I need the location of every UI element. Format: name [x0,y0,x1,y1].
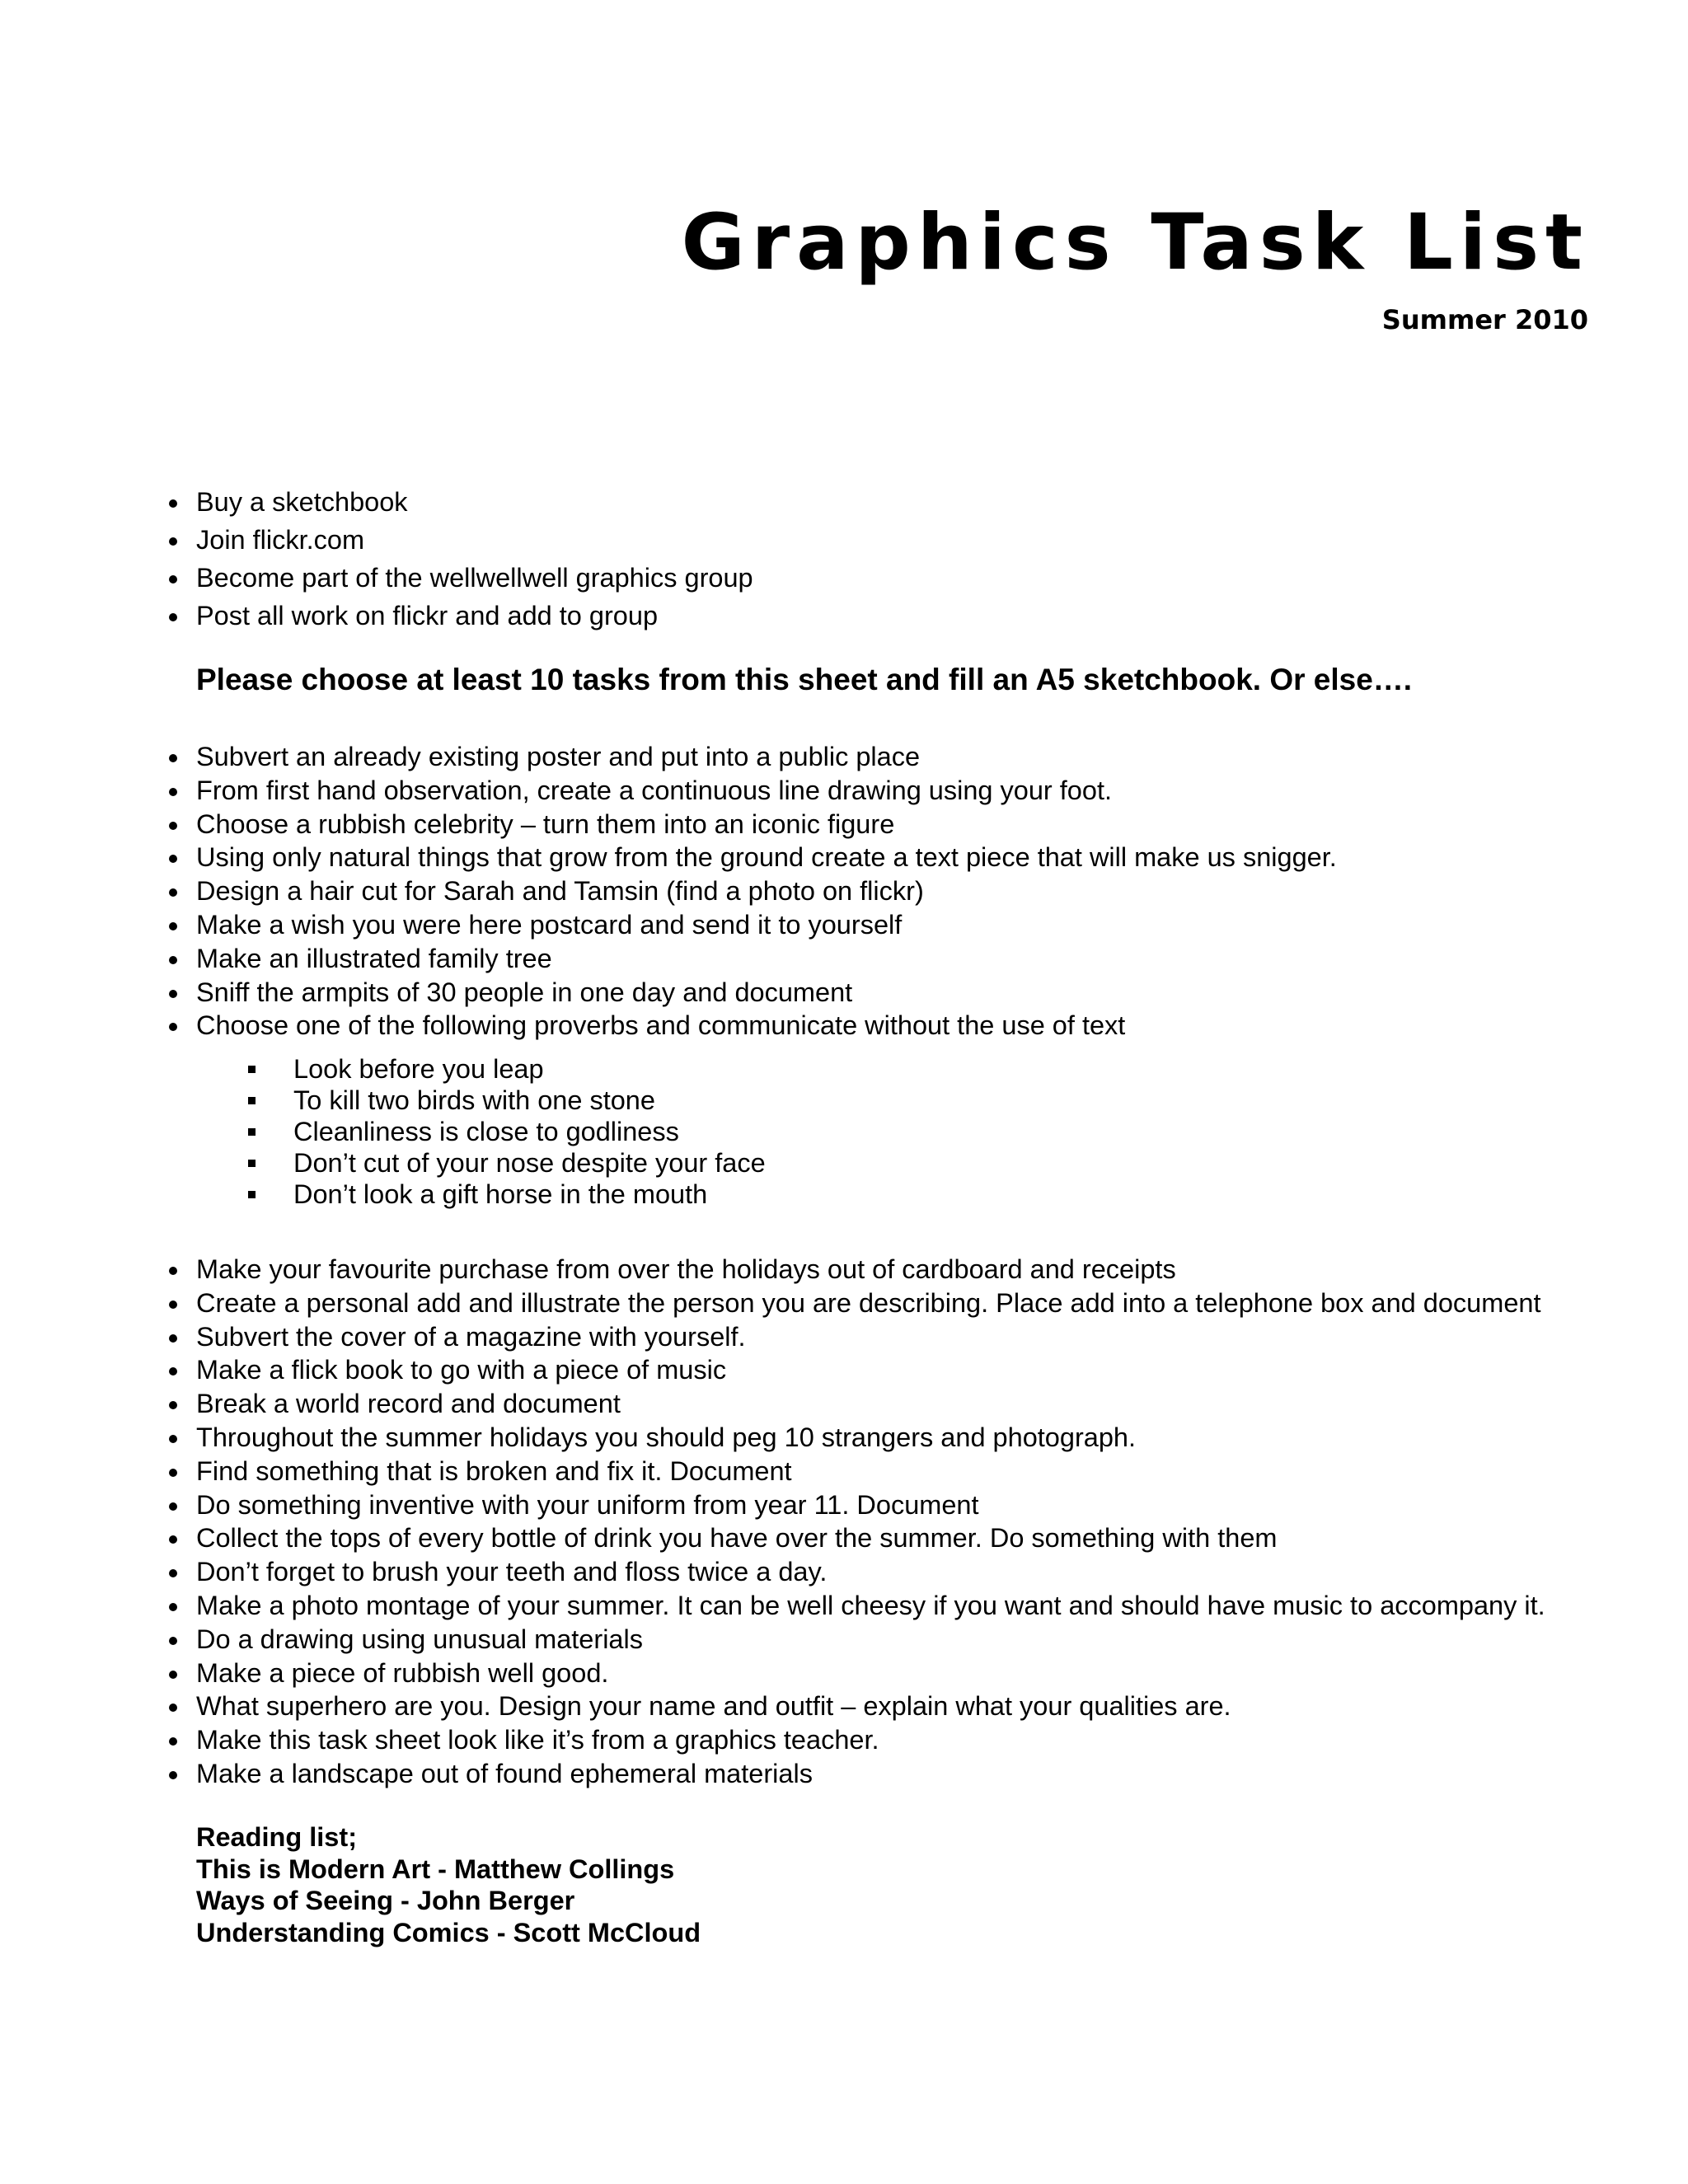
task-item: Choose a rubbish celebrity – turn them into an iconic figure [0,808,1688,841]
reading-list-book: This is Modern Art - Matthew Collings [196,1854,675,1884]
task-item: Make this task sheet look like it’s from a graphics teacher. [0,1723,1688,1757]
intro-item: Post all work on flickr and add to group [0,597,1688,635]
intro-item: Become part of the wellwellwell graphics group [0,559,1688,597]
task-item: Subvert the cover of a magazine with yourself. [0,1320,1688,1354]
task-item: Throughout the summer holidays you should peg 10 strangers and photograph. [0,1421,1688,1455]
proverb-item: Don’t cut of your nose despite your face [0,1147,1688,1179]
intro-list [0,483,1688,635]
task-item: Make a flick book to go with a piece of music [0,1353,1688,1387]
task-item: Make a landscape out of found ephemeral materials [0,1757,1688,1791]
task-item: Do a drawing using unusual materials [0,1623,1688,1657]
task-list-part2 [0,1253,1688,1791]
instruction-text: Please choose at least 10 tasks from this sheet and fill an A5 sketchbook. Or else…. [196,663,1413,696]
task-item: Using only natural things that grow from the ground create a text piece that will make us snigger. [0,841,1688,874]
reading-list-heading: Reading list; [196,1822,358,1852]
task-item: Make a wish you were here postcard and send it to yourself [0,908,1688,942]
proverb-item: To kill two birds with one stone [0,1085,1688,1116]
task-item: Make a piece of rubbish well good. [0,1657,1688,1690]
task-item: Design a hair cut for Sarah and Tamsin (find a photo on flickr) [0,874,1688,908]
intro-item: Buy a sketchbook [0,483,1688,521]
task-item: What superhero are you. Design your name and outfit – explain what your qualities are. [0,1690,1688,1723]
task-item: Make an illustrated family tree [0,942,1688,976]
intro-item: Join flickr.com [0,521,1688,559]
task-item: Find something that is broken and fix it. Document [0,1455,1688,1488]
reading-list-book: Ways of Seeing - John Berger [196,1886,575,1915]
task-item: From first hand observation, create a continuous line drawing using your foot. [0,774,1688,808]
task-list-part1 [0,740,1688,1043]
proverb-list [0,1053,1688,1210]
task-item: Make your favourite purchase from over the holidays out of cardboard and receipts [0,1253,1688,1286]
proverb-item: Look before you leap [0,1053,1688,1085]
task-item: Make a photo montage of your summer. It can be well cheesy if you want and should have music to accompany it. [0,1589,1688,1623]
task-item: Sniff the armpits of 30 people in one day and document [0,976,1688,1010]
proverb-item: Don’t look a gift horse in the mouth [0,1179,1688,1210]
task-item: Don’t forget to brush your teeth and floss twice a day. [0,1555,1688,1589]
page-title: Graphics Task List [681,198,1589,288]
task-item: Collect the tops of every bottle of drink you have over the summer. Do something with them [0,1521,1688,1555]
task-item: Subvert an already existing poster and put into a public place [0,740,1688,774]
reading-list-book: Understanding Comics - Scott McCloud [196,1917,701,1947]
proverb-item: Cleanliness is close to godliness [0,1116,1688,1147]
reading-list [196,1821,701,1948]
task-item: Create a personal add and illustrate the person you are describing. Place add into a telephone box and document [0,1286,1688,1320]
task-item: Do something inventive with your uniform from year 11. Document [0,1488,1688,1522]
task-item: Break a world record and document [0,1387,1688,1421]
page-subtitle: Summer 2010 [1381,304,1588,335]
task-item: Choose one of the following proverbs and communicate without the use of text [0,1009,1688,1043]
